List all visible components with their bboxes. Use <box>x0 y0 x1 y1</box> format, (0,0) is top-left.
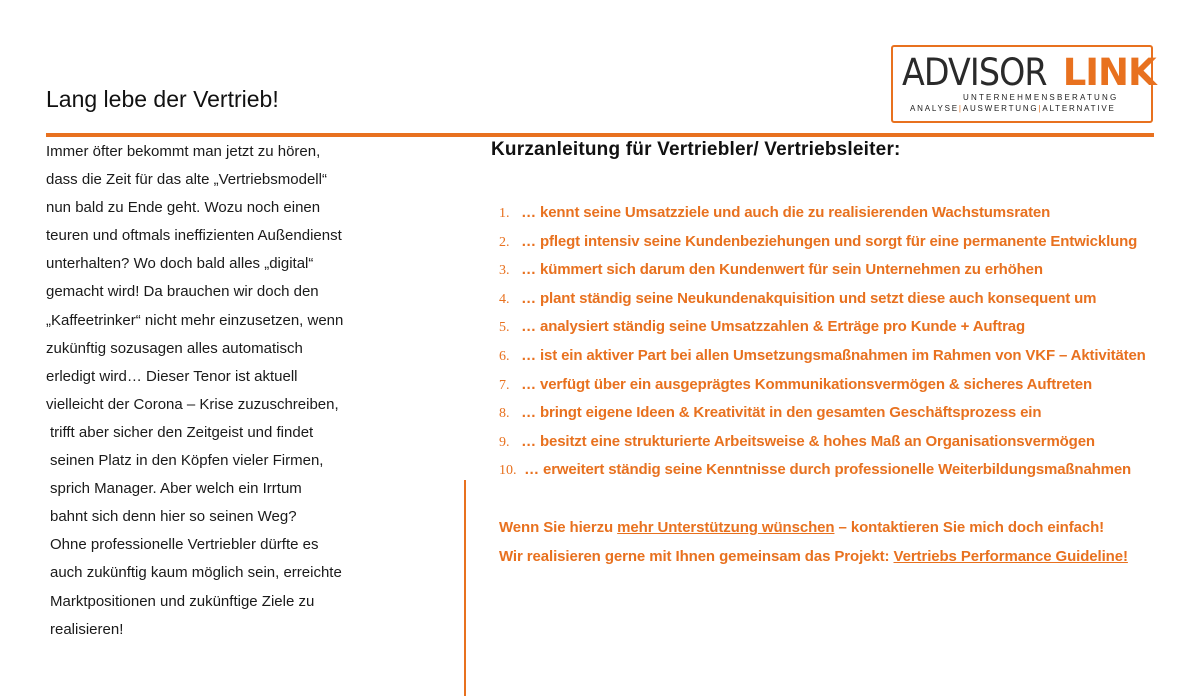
intro-line: trifft aber sicher den Zeitgeist und findet <box>50 423 314 441</box>
intro-line: auch zukünftig kaum möglich sein, erreichte <box>50 564 342 582</box>
logo-separator: | <box>958 104 963 113</box>
intro-line: Marktpositionen und zukünftige Ziele zu <box>50 592 315 610</box>
logo-sub-analyse: ANALYSE <box>910 104 959 113</box>
support-link[interactable]: mehr Unterstützung wünschen <box>617 519 835 536</box>
logo-tagline: UNTERNEHMENSBERATUNG <box>963 93 1119 102</box>
list-text: … ist ein aktiver Part bei allen Umsetzungsmaßnahmen im Rahmen von VKF – Aktivitäten <box>521 346 1146 364</box>
cta-text: Wir realisieren gerne mit Ihnen gemeinsam das Projekt: <box>499 547 894 565</box>
list-item <box>499 285 1146 314</box>
list-number: 1. <box>499 206 510 221</box>
intro-line: bahnt sich denn hier so seinen Weg? <box>50 508 297 526</box>
header-divider <box>46 133 1154 137</box>
guide-list <box>499 199 1146 485</box>
list-item <box>499 313 1146 342</box>
list-number: 7. <box>499 377 510 393</box>
list-number: 4. <box>499 291 510 307</box>
intro-line: teuren und oftmals ineffizienten Außendienst <box>46 227 342 245</box>
cta-line-2 <box>499 543 1128 572</box>
intro-line: erledigt wird… Dieser Tenor ist aktuell <box>46 367 298 385</box>
intro-line: seinen Platz in den Köpfen vieler Firmen, <box>50 452 324 470</box>
list-text: … verfügt über ein ausgeprägtes Kommunikationsvermögen & sicheres Auftreten <box>521 375 1092 393</box>
cta-line-1 <box>499 514 1128 543</box>
list-number: 8. <box>499 406 510 422</box>
list-item <box>499 456 1146 485</box>
list-number: 3. <box>499 263 510 279</box>
list-item <box>499 399 1146 428</box>
list-number: 6. <box>499 348 510 364</box>
list-text: … kümmert sich darum den Kundenwert für sein Unternehmen zu erhöhen <box>521 261 1043 279</box>
project-link[interactable]: Vertriebs Performance Guideline! <box>893 547 1128 565</box>
list-number: 2. <box>499 234 510 250</box>
list-number: 10. <box>499 463 517 479</box>
list-number: 9. <box>499 434 510 450</box>
intro-line: Ohne professionelle Vertriebler dürfte es <box>50 536 319 554</box>
logo-sub-alternative: ALTERNATIVE <box>1042 104 1116 113</box>
list-text: … pflegt intensiv seine Kundenbeziehungen und sorgt für eine permanente Entwicklung <box>521 232 1138 250</box>
list-number: 5. <box>499 320 510 336</box>
logo-subline <box>910 104 1116 113</box>
logo-link: LINK <box>1062 51 1156 94</box>
intro-line: zukünftig sozusagen alles automatisch <box>46 339 303 357</box>
list-text: … kennt seine Umsatzziele und auch die zu realisierenden Wachstumsraten <box>521 204 1051 221</box>
intro-line: realisieren! <box>50 620 124 638</box>
page-title: Lang lebe der Vertrieb! <box>46 86 279 112</box>
intro-line: unterhalten? Wo doch bald alles „digital“ <box>46 255 314 273</box>
list-text: … bringt eigene Ideen & Kreativität in den gesamten Geschäftsprozess ein <box>521 404 1042 422</box>
list-item <box>499 371 1146 400</box>
list-item <box>499 428 1146 457</box>
list-item <box>499 199 1146 228</box>
intro-text <box>46 138 396 644</box>
list-text: … analysiert ständig seine Umsatzzahlen & Erträge pro Kunde + Auftrag <box>521 318 1025 336</box>
intro-line: dass die Zeit für das alte „Vertriebsmodell“ <box>46 171 327 189</box>
intro-line: sprich Manager. Aber welch ein Irrtum <box>50 480 302 498</box>
logo-wordmark <box>902 53 1156 93</box>
list-text: … plant ständig seine Neukundenakquisition und setzt diese auch konsequent um <box>521 289 1097 307</box>
intro-line: „Kaffeetrinker“ nicht mehr einzusetzen, wenn <box>46 311 344 329</box>
logo-sub-auswertung: AUSWERTUNG <box>962 104 1039 113</box>
list-item <box>499 342 1146 371</box>
logo-advisor: ADVISOR <box>902 51 1047 94</box>
intro-line: gemacht wird! Da brauchen wir doch den <box>46 283 319 301</box>
advisorlink-logo[interactable] <box>891 45 1156 123</box>
cta-text: – kontaktieren Sie mich doch einfach! <box>834 519 1105 536</box>
list-item <box>499 256 1146 285</box>
list-text: … besitzt eine strukturierte Arbeitsweise & hohes Maß an Organisationsvermögen <box>521 432 1095 450</box>
intro-line: Immer öfter bekommt man jetzt zu hören, <box>46 143 321 160</box>
guide-heading: Kurzanleitung für Vertriebler/ Vertriebsleiter: <box>491 139 901 160</box>
list-item <box>499 228 1146 257</box>
cta-text: Wenn Sie hierzu <box>499 519 618 536</box>
intro-line: nun bald zu Ende geht. Wozu noch einen <box>46 199 321 217</box>
intro-line: vielleicht der Corona – Krise zuzuschreiben, <box>46 395 339 413</box>
logo-separator: | <box>1038 104 1043 113</box>
column-divider <box>464 480 466 696</box>
call-to-action <box>499 514 1128 571</box>
list-text: … erweitert ständig seine Kenntnisse durch professionelle Weiterbildungsmaßnahmen <box>524 461 1132 479</box>
